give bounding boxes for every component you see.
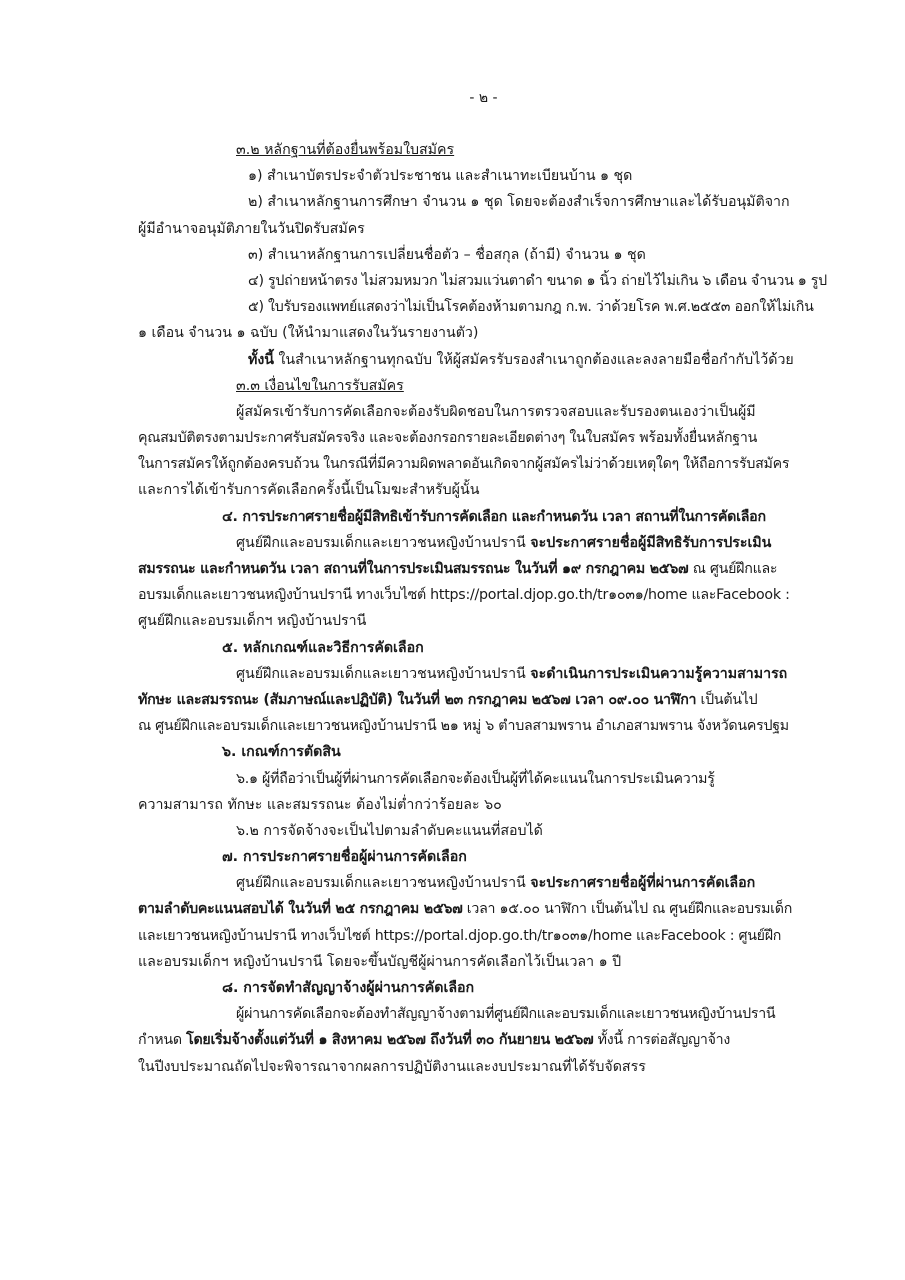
document-body bbox=[138, 88, 838, 1083]
note-label: ทั้งนี้ bbox=[248, 351, 274, 368]
section-3-3-heading: ๓.๓ เงื่อนไขในการรับสมัคร bbox=[236, 377, 404, 394]
s5-l1-b: จะดำเนินการประเมินความรู้ความสามารถ bbox=[530, 665, 788, 682]
s5-l2-b: ทักษะ และสมรรถนะ (สัมภาษณ์และปฏิบัติ) ในวันที่ ๒๓ กรกฎาคม ๒๕๖๗ เวลา ๐๙.๐๐ นาฬิกา bbox=[138, 691, 697, 708]
section-4-heading: ๔. การประกาศรายชื่อผู้มีสิทธิเข้ารับการคัดเลือก และกำหนดวัน เวลา สถานที่ในการคัดเลือก bbox=[222, 508, 766, 525]
s4-l1-a: ศูนย์ฝึกและอบรมเด็กและเยาวชนหญิงบ้านปรานี bbox=[236, 534, 531, 551]
section-7-heading: ๗. การประกาศรายชื่อผู้ผ่านการคัดเลือก bbox=[222, 849, 467, 866]
s4-l2-c: ณ ศูนย์ฝึกและ bbox=[688, 561, 778, 577]
s8-l1: ผู้ผ่านการคัดเลือกจะต้องทำสัญญาจ้างตามที่ศูนย์ฝึกและอบรมเด็กและเยาวชนหญิงบ้านปรานี bbox=[236, 1006, 776, 1023]
conditions-line-4: และการได้เข้ารับการคัดเลือกครั้งนี้เป็นโมฆะสำหรับผู้นั้น bbox=[138, 482, 480, 499]
section-5-heading: ๕. หลักเกณฑ์และวิธีการคัดเลือก bbox=[222, 639, 424, 656]
s7-l3: และเยาวชนหญิงบ้านปรานี ทางเว็บไซต์ https://portal.djop.go.th/tr๑๐๓๑/home และFacebook : ศูนย์ฝึก bbox=[138, 927, 782, 944]
s6-l2: ความสามารถ ทักษะ และสมรรถนะ ต้องไม่ต่ำกว่าร้อยละ ๖๐ bbox=[138, 796, 502, 813]
s7-l1-b: จะประกาศรายชื่อผู้ที่ผ่านการคัดเลือก bbox=[530, 875, 756, 892]
doc-item-5-cont: ๑ เดือน จำนวน ๑ ฉบับ (ให้นำมาแสดงในวันรายงานตัว) bbox=[138, 325, 479, 342]
s5-l3: ณ ศูนย์ฝึกและอบรมเด็กและเยาวชนหญิงบ้านปรานี ๒๑ หมู่ ๖ ตำบลสามพราน อำเภอสามพราน จังหวัดนครปฐม bbox=[138, 718, 789, 735]
s4-l4: ศูนย์ฝึกและอบรมเด็กฯ หญิงบ้านปรานี bbox=[138, 613, 367, 630]
s4-l3: อบรมเด็กและเยาวชนหญิงบ้านปรานี ทางเว็บไซต์ https://portal.djop.go.th/tr๑๐๓๑/home และFacebook : bbox=[138, 587, 790, 604]
section-8-heading: ๘. การจัดทำสัญญาจ้างผู้ผ่านการคัดเลือก bbox=[222, 980, 475, 996]
doc-item-2-cont: ผู้มีอำนาจอนุมัติภายในวันปิดรับสมัคร bbox=[138, 220, 365, 237]
doc-item-1: ๑) สำเนาบัตรประจำตัวประชาชน และสำเนาทะเบียนบ้าน ๑ ชุด bbox=[248, 168, 633, 185]
s7-l1-a: ศูนย์ฝึกและอบรมเด็กและเยาวชนหญิงบ้านปรานี bbox=[236, 875, 531, 892]
s5-l1-a: ศูนย์ฝึกและอบรมเด็กและเยาวชนหญิงบ้านปรานี bbox=[236, 665, 531, 682]
note-text: ในสำเนาหลักฐานทุกฉบับ ให้ผู้สมัครรับรองสำเนาถูกต้องและลงลายมือชื่อกำกับไว้ด้วย bbox=[273, 351, 794, 368]
doc-note bbox=[138, 350, 838, 371]
s7-l2-c: เวลา ๑๕.๐๐ นาฬิกา เป็นต้นไป ณ ศูนย์ฝึกและอบรมเด็ก bbox=[462, 901, 793, 918]
s5-l2-c: เป็นต้นไป bbox=[696, 691, 758, 708]
s8-l3: ในปีงบประมาณถัดไปจะพิจารณาจากผลการปฏิบัติงานและงบประมาณที่ได้รับจัดสรร bbox=[138, 1058, 646, 1075]
doc-item-2: ๒) สำเนาหลักฐานการศึกษา จำนวน ๑ ชุด โดยจะต้องสำเร็จการศึกษาและได้รับอนุมัติจาก bbox=[248, 194, 790, 211]
section-3-2-heading: ๓.๒ หลักฐานที่ต้องยื่นพร้อมใบสมัคร bbox=[236, 142, 455, 158]
s8-l2-b: โดยเริ่มจ้างตั้งแต่วันที่ ๑ สิงหาคม ๒๕๖๗ ถึงวันที่ ๓๐ กันยายน ๒๕๖๗ bbox=[186, 1032, 594, 1049]
s7-l4: และอบรมเด็กฯ หญิงบ้านปรานี โดยจะขึ้นบัญชีผู้ผ่านการคัดเลือกไว้เป็นเวลา ๑ ปี bbox=[138, 953, 622, 970]
doc-item-5: ๕) ใบรับรองแพทย์แสดงว่าไม่เป็นโรคต้องห้ามตามกฎ ก.พ. ว่าด้วยโรค พ.ศ.๒๕๕๓ ออกให้ไม่เกิน bbox=[248, 299, 814, 316]
doc-item-3: ๓) สำเนาหลักฐานการเปลี่ยนชื่อตัว – ชื่อสกุล (ถ้ามี) จำนวน ๑ ชุด bbox=[248, 246, 646, 263]
conditions-line-3: ในการสมัครให้ถูกต้องครบถ้วน ในกรณีที่มีความผิดพลาดอันเกิดจากผู้สมัครไม่ว่าด้วยเหตุใดๆ ให้ถือการรับสมัคร bbox=[138, 456, 790, 473]
s4-l1-b: จะประกาศรายชื่อผู้มีสิทธิรับการประเมิน bbox=[530, 534, 772, 551]
conditions-line-2: คุณสมบัติตรงตามประกาศรับสมัครจริง และจะต้องกรอกรายละเอียดต่างๆ ในใบสมัคร พร้อมทั้งยื่นหลักฐาน bbox=[138, 430, 758, 447]
s8-l2-a: กำหนด bbox=[138, 1032, 187, 1049]
page-number: - ๒ - bbox=[469, 90, 498, 106]
doc-item-4: ๔) รูปถ่ายหน้าตรง ไม่สวมหมวก ไม่สวมแว่นตาดำ ขนาด ๑ นิ้ว ถ่ายไว้ไม่เกิน ๖ เดือน จำนวน ๑ รูป bbox=[248, 272, 827, 289]
s7-l2-b: ตามลำดับคะแนนสอบได้ ในวันที่ ๒๕ กรกฎาคม ๒๕๖๗ bbox=[138, 901, 463, 918]
s8-l2-c: ทั้งนี้ การต่อสัญญาจ้าง bbox=[593, 1032, 731, 1049]
conditions-line-1: ผู้สมัครเข้ารับการคัดเลือกจะต้องรับผิดชอบในการตรวจสอบและรับรองตนเองว่าเป็นผู้มี bbox=[236, 403, 756, 420]
s6-l3: ๖.๒ การจัดจ้างจะเป็นไปตามลำดับคะแนนที่สอบได้ bbox=[236, 822, 543, 839]
s6-l1: ๖.๑ ผู้ที่ถือว่าเป็นผู้ที่ผ่านการคัดเลือกจะต้องเป็นผู้ที่ได้คะแนนในการประเมินความรู้ bbox=[236, 770, 715, 787]
s4-l2-b: สมรรถนะ และกำหนดวัน เวลา สถานที่ในการประเมินสมรรถนะ ในวันที่ ๑๙ กรกฎาคม ๒๕๖๗ bbox=[138, 561, 689, 577]
section-6-heading: ๖. เกณฑ์การตัดสิน bbox=[222, 744, 341, 761]
